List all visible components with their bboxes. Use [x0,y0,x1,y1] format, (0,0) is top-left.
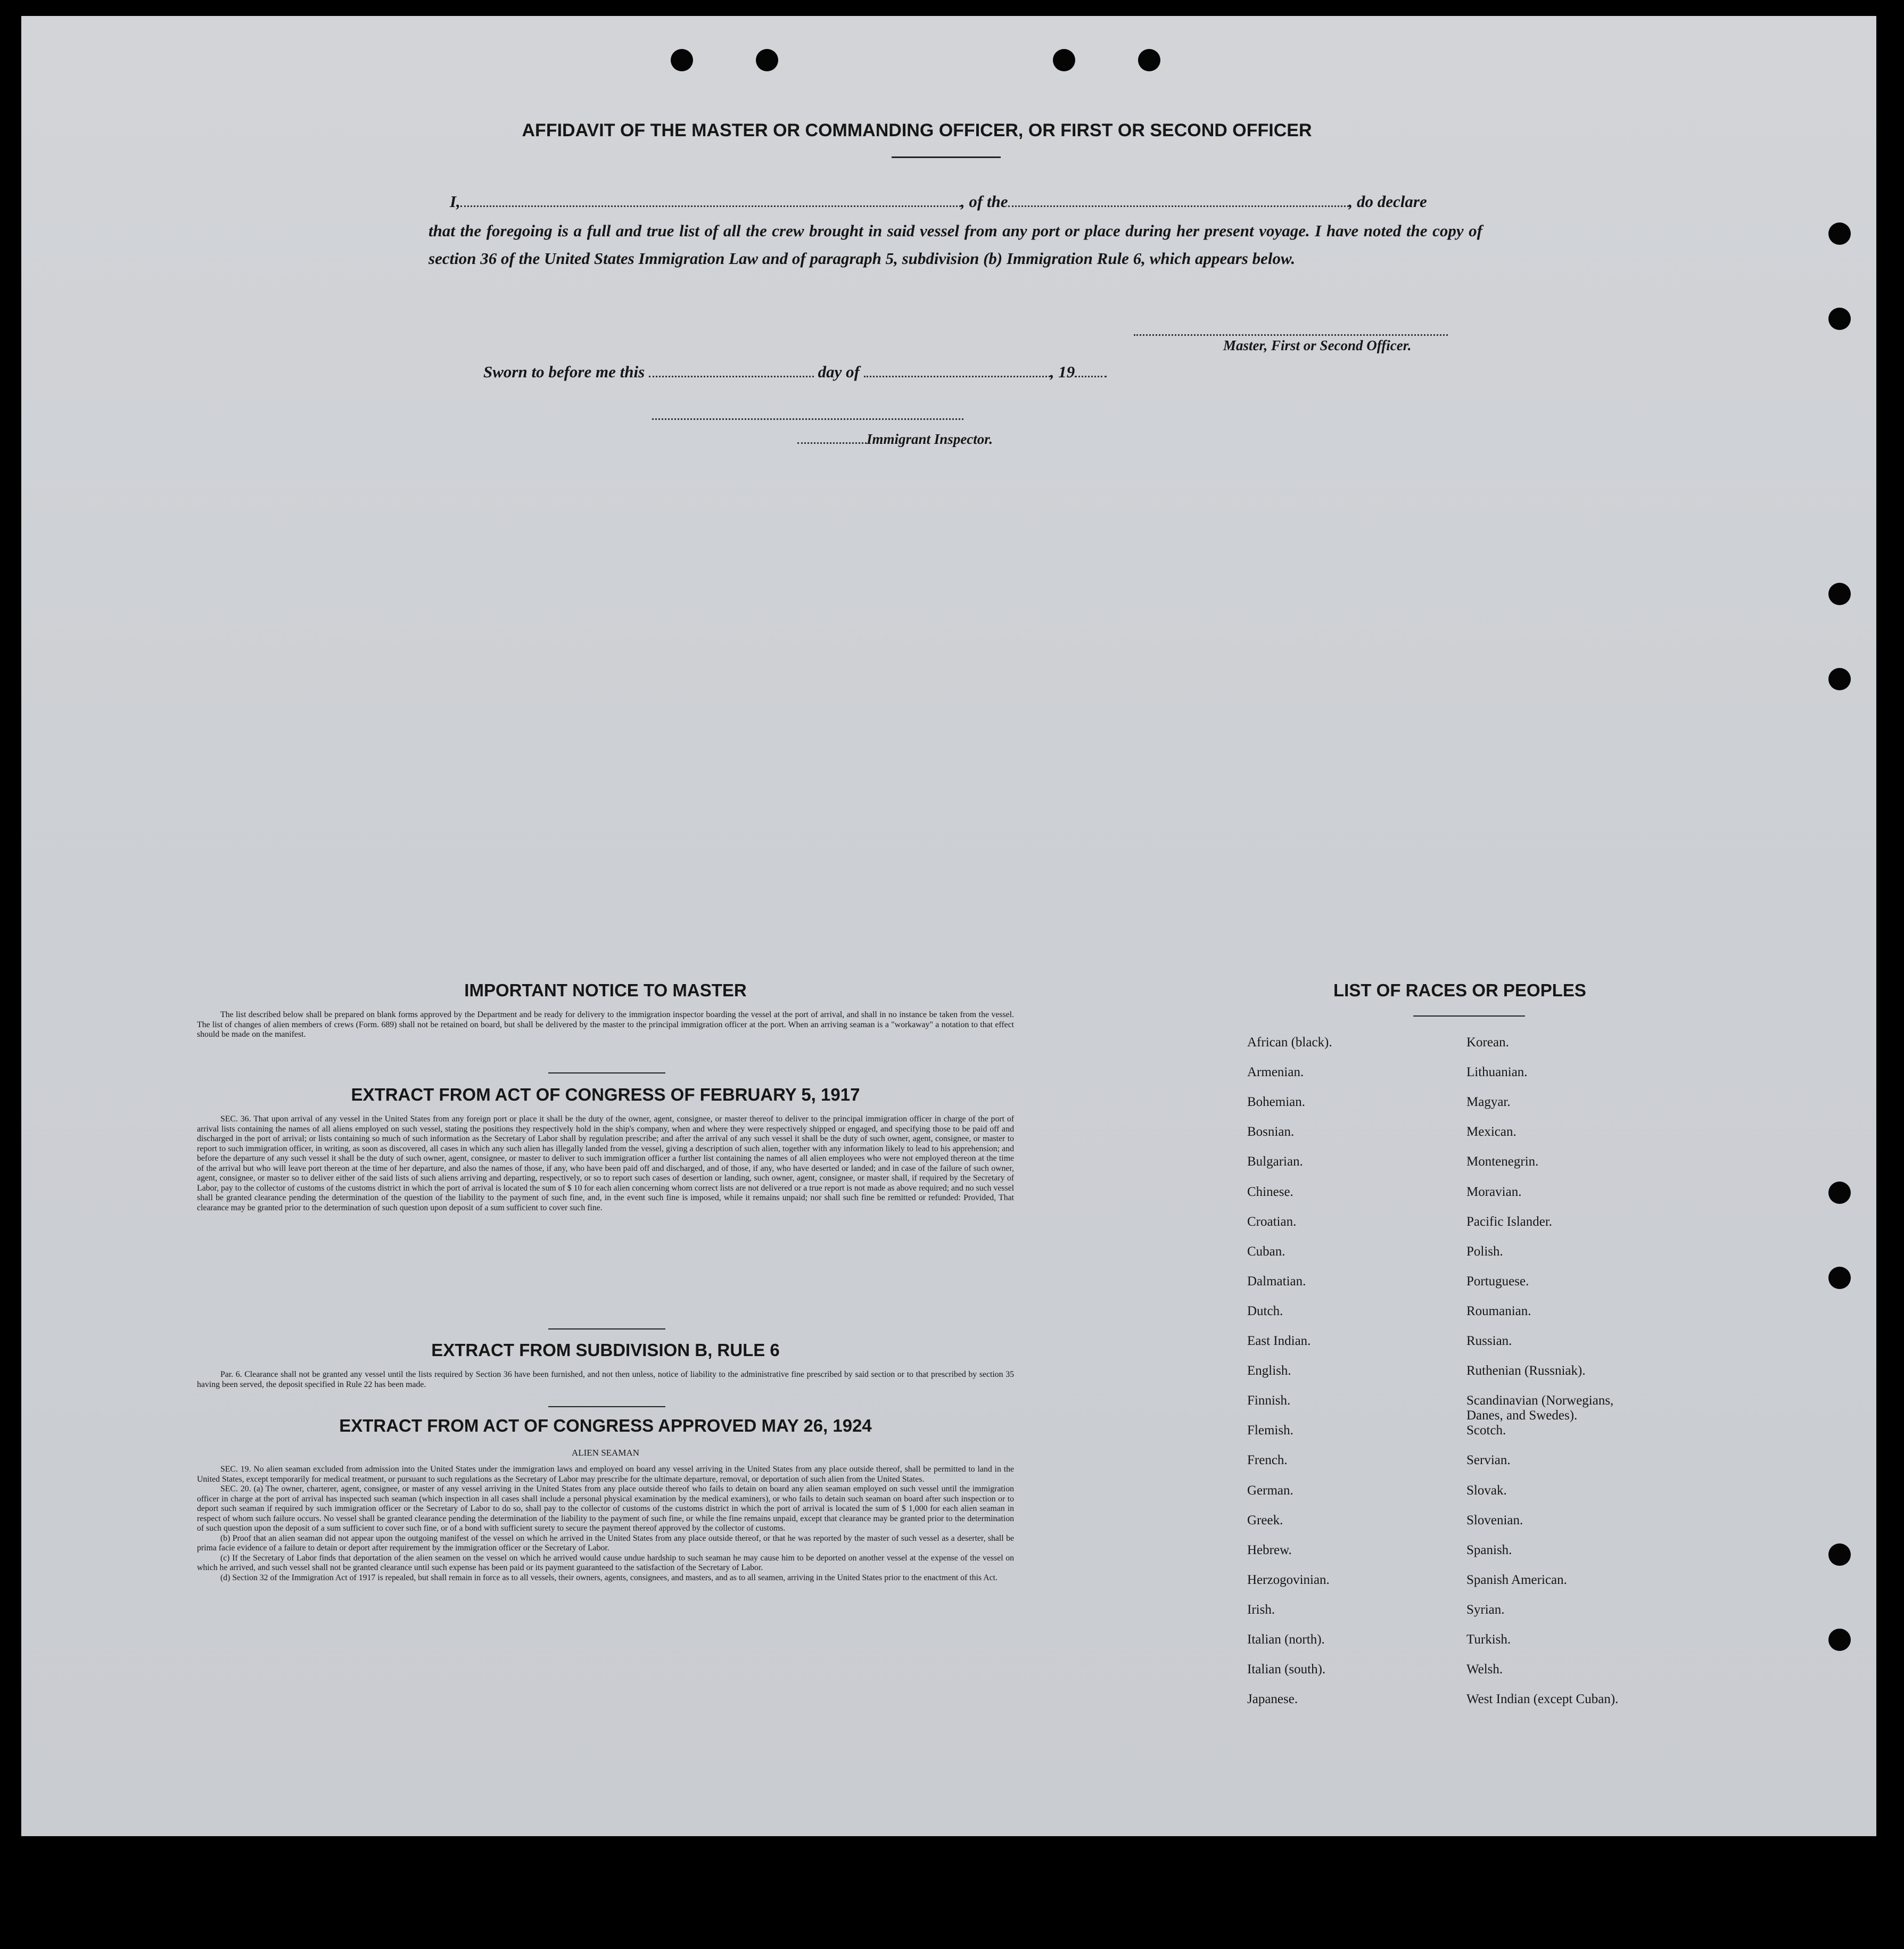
sec-20a-text: SEC. 20. (a) The owner, charterer, agent, consignee, or master of any vessel arriving in the United States from any place outside thereof who fails to detain on board any alien seaman employed on such vessel until the immigration officer in charge at the port of arrival has inspected such seaman (which inspection in all cases shall include a personal physical examination by the medical examiners), or who fails to detain such seaman on board after such inspection or to deport such seaman if required by such immigration officer or the Secretary of Labor to do so, shall pay to the collector of customs of the customs district in which the port of arrival is located the sum of $ 1,000 for each alien seaman in respect of whom such failure occurs. No vessel shall be granted clearance pending the determination of the liability to the payment of such fine, or while the fine remains unpaid, except that clearance may be granted prior to the determination of such question upon the deposit of a sum sufficient to cover such fine, or of a bond with sufficient surety to secure the payment thereof approved by the collector of customs. [197,1484,1014,1533]
affidavit-title: AFFIDAVIT OF THE MASTER OR COMMANDING OFFICER, OR FIRST OR SECOND OFFICER [522,120,1312,141]
extract-1917-title: EXTRACT FROM ACT OF CONGRESS OF FEBRUARY 5, 1917 [351,1085,860,1104]
section-rule [548,1328,665,1329]
race-item: Pacific Islander. [1466,1214,1553,1229]
races-title: LIST OF RACES OR PEOPLES [1333,980,1586,1000]
race-item: Dalmatian. [1247,1274,1306,1289]
sworn-month-field[interactable] [864,362,1050,377]
race-item: Scotch. [1466,1423,1506,1438]
sec-20b-text: (b) Proof that an alien seaman did not appear upon the outgoing manifest of the vessel on which he arrived in the United States from any place outside thereof, or that he was reported by the master of such vessel as a deserter, shall be prima facie evidence of a failure to detain or deport after requirement by the immigration officer or the Secretary of Labor. [197,1533,1014,1552]
punch-hole [1828,1182,1851,1204]
race-item: Portuguese. [1466,1274,1529,1289]
punch-hole [1828,1543,1851,1566]
race-item: Finnish. [1247,1393,1291,1408]
race-item: West Indian (except Cuban). [1466,1692,1619,1707]
title-rule [892,156,1001,158]
sec-20d-text: (d) Section 32 of the Immigration Act of 1917 is repealed, but shall remain in force as to all vessels, their owners, agents, consignees, and masters, and as to all seamen, arriving in the United States prior to the enactment of this Act. [220,1573,998,1582]
notice-title: IMPORTANT NOTICE TO MASTER [464,980,747,1000]
inspector-name-field[interactable] [797,432,867,444]
race-item: Turkish. [1466,1632,1511,1647]
race-item: Spanish. [1466,1542,1512,1557]
day-of-label: day of [818,362,860,381]
vessel-name-field[interactable] [1008,192,1349,207]
notice-text: The list described below shall be prepared on blank forms approved by the Department and be ready for delivery to the immigration inspector boarding the vessel at the port of arrival, and shall in no instance be taken from the vessel. The list of changes of alien members of crews (Form. 689) shall not be retained on board, but shall be delivered by the master to the principal immigration officer at the port. When an arriving seaman is a "workaway" a notation to that effect should be made on the manifest. [197,1010,1014,1039]
declaration-line [428,192,1493,211]
declarant-name-field[interactable] [460,192,961,207]
race-item: Flemish. [1247,1423,1293,1438]
affidavit-body: that the foregoing is a full and true list of all the crew brought in said vessel from any port or place during her present voyage. I have noted the copy of section 36 of the United States Immigration Law and of paragraph 5, subdivision (b) Immigration Rule 6, which appears below. [428,221,1482,268]
race-item: Magyar. [1466,1095,1511,1110]
declare-text: , do declare [1348,192,1427,211]
inspector-line [797,431,993,448]
race-item: Mexican. [1466,1125,1516,1139]
alien-seaman-subtitle: ALIEN SEAMAN [571,1448,640,1458]
extract-1917-text: SEC. 36. That upon arrival of any vessel in the United States from any foreign port or place it shall be the duty of the owner, agent, consignee, or master thereof to deliver to the principal immigration officer in charge of the port of arrival lists containing the names of all aliens employed on such vessel, stating the positions they respectively hold in the ship's company, when and where they were respectively shipped or engaged, and specifying those to be paid off and discharged in the port of arrival; or lists containing so much of such information as the Secretary of Labor shall by regulation prescribe; and after the arrival of any such vessel it shall be the duty of such owner, agent, consignee, or master to report to such immigration officer, in writing, as soon as discovered, all cases in which any such alien has illegally landed from the vessel, giving a description of such alien, together with any information likely to lead to his apprehension; and before the departure of any such vessel it shall be the duty of such owner, agent, consignee, or master to deliver to such immigration officer a further list containing the names of all alien employees who were not employed thereon at the time of the arrival but who will leave port thereon at the time of her departure, and also the names of those, if any, who have been paid off and discharged, and of those, if any, who have deserted or landed; and in case of the failure of such owner, agent, consignee, or master so to deliver either of the said lists of such aliens arriving and departing, respectively, or so to report such cases of desertion or landing, such owner, agent, consignee, or master shall, if required by the Secretary of Labor, pay to the collector of customs of the customs district in which the port of arrival is located the sum of $ 10 for each alien concerning whom correct lists are not delivered or a true report is not made as above required; and no such vessel shall be granted clearance pending the determination of the question of the liability to the payment of such fine, and, in the event such fine is imposed, while it remains unpaid; nor shall such fine be remitted or refunded: Provided, That clearance may be granted prior to the determination of such question upon deposit of a sum sufficient to cover such fine. [197,1114,1014,1212]
inspector-signature-field[interactable] [652,404,963,420]
race-item: Croatian. [1247,1214,1297,1229]
race-item: Dutch. [1247,1303,1283,1318]
punch-hole [1828,583,1851,605]
sworn-line [483,362,1229,382]
race-item: Lithuanian. [1466,1065,1528,1080]
race-item: Servian. [1466,1453,1511,1468]
race-item: Italian (south). [1247,1662,1326,1677]
race-item: Bohemian. [1247,1095,1306,1110]
signature-field[interactable] [1134,320,1448,336]
of-the-text: , of the [960,192,1008,211]
document-page [21,16,1876,1836]
punch-hole [1828,668,1851,690]
race-item: Ruthenian (Russniak). [1466,1364,1586,1378]
race-item: English. [1247,1364,1291,1378]
races-title-rule [1413,1015,1525,1017]
inspector-label: Immigrant Inspector. [867,431,993,447]
race-item: Moravian. [1466,1184,1522,1199]
punch-hole [1828,1629,1851,1651]
punch-hole [671,49,693,71]
section-rule [548,1072,665,1073]
race-item: Welsh. [1466,1662,1503,1677]
year-prefix: , 19 [1050,362,1075,381]
race-item: Cuban. [1247,1244,1285,1259]
punch-hole [1828,308,1851,330]
race-item: Spanish American. [1466,1572,1567,1587]
sec-20c-text: (c) If the Secretary of Labor finds that deportation of the alien seamen on the vessel on which he arrived would cause undue hardship to such seaman he may cause him to be deported on another vessel at the expense of the vessel on which he arrived, and such vessel shall not be granted clearance until such expense has been paid or its payment guaranteed to the satisfaction of the Secretary of Labor. [197,1553,1014,1572]
punch-hole [1138,49,1160,71]
race-item: Slovenian. [1466,1513,1523,1527]
race-item: Montenegrin. [1466,1154,1539,1169]
race-item: Bulgarian. [1247,1154,1303,1169]
race-item: Bosnian. [1247,1125,1295,1139]
race-item: French. [1247,1453,1288,1468]
extract-1924-body [197,1465,1014,1583]
sec-19-text: SEC. 19. No alien seaman excluded from admission into the United States under the immigration laws and employed on board any vessel arriving in the United States from any place outside thereof, shall be permitted to land in the United States, except temporarily for medical treatment, or pursuant to such regulations as the Secretary of Labor may prescribe for the ultimate departure, removal, or deportation of such alien from the United States. [197,1465,1014,1484]
race-item: Japanese. [1247,1692,1298,1707]
race-item: Polish. [1466,1244,1503,1259]
race-item: Chinese. [1247,1184,1293,1199]
race-item: Greek. [1247,1513,1283,1527]
section-rule [548,1406,665,1407]
punch-hole [1828,1267,1851,1289]
sworn-day-field[interactable] [649,362,814,377]
race-item: Herzogovinian. [1247,1572,1330,1587]
extract-rule6-text: Par. 6. Clearance shall not be granted any vessel until the lists required by Section 36 have been furnished, and not then unless, notice of liability to the administrative fine prescribed by said section or to that prescribed by section 35 having been served, the deposit specified in Rule 22 has been made. [197,1370,1014,1389]
race-item: Korean. [1466,1035,1509,1050]
extract-1924-title: EXTRACT FROM ACT OF CONGRESS APPROVED MAY 26, 1924 [339,1416,872,1435]
declarant-prefix: I, [450,192,460,211]
race-item: Scandinavian (Norwegians, Danes, and Swedes). [1466,1393,1614,1423]
race-item: Armenian. [1247,1065,1304,1080]
race-item: Italian (north). [1247,1632,1325,1647]
race-item: Hebrew. [1247,1542,1292,1557]
race-item: Roumanian. [1466,1303,1531,1318]
sworn-year-field[interactable] [1075,362,1107,377]
extract-rule6-title: EXTRACT FROM SUBDIVISION B, RULE 6 [431,1340,780,1360]
race-item: East Indian. [1247,1334,1311,1348]
punch-hole [1053,49,1075,71]
signature-label: Master, First or Second Officer. [1223,337,1412,353]
punch-hole [756,49,778,71]
race-item: Syrian. [1466,1602,1505,1617]
punch-hole [1828,222,1851,245]
race-item: German. [1247,1483,1293,1498]
race-item: Slovak. [1466,1483,1507,1498]
sworn-label: Sworn to before me this [483,362,645,381]
race-item: African (black). [1247,1035,1332,1050]
race-item: Russian. [1466,1334,1512,1348]
race-item: Irish. [1247,1602,1275,1617]
